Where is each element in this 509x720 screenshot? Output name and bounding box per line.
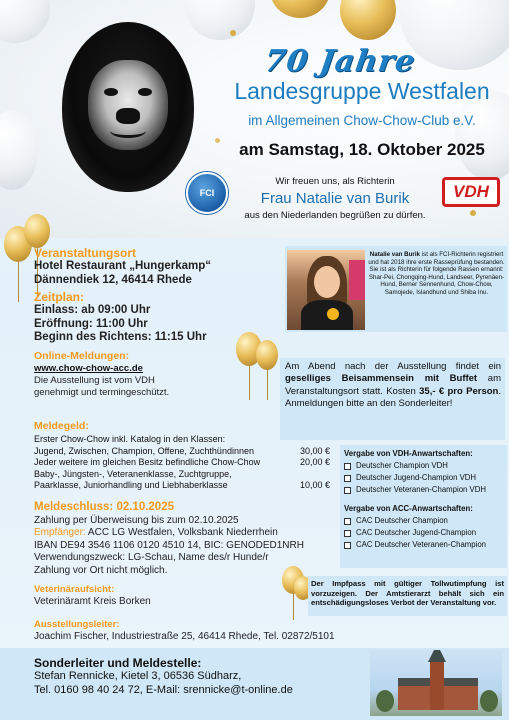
vet-heading: Veterinäraufsicht:: [34, 584, 115, 595]
anniversary-title: 70 Jahre: [262, 44, 418, 79]
footer-heading: Sonderleiter und Meldestelle:: [34, 656, 202, 670]
vet-office: Veterinäramt Kreis Borken: [34, 596, 151, 607]
club-name: im Allgemeinen Chow-Chow-Club e.V.: [248, 113, 476, 128]
iban-line: IBAN DE94 3546 1106 0120 4510 14, BIC: GENODED1NRH: [34, 539, 304, 551]
award-item: CAC Deutscher Champion: [344, 515, 504, 527]
balloon-decoration: [0, 110, 38, 190]
footer-address: Stefan Rennicke, Kietel 3, 06536 Südharz,: [34, 670, 242, 682]
landesgruppe-title: Landesgruppe Westfalen: [234, 78, 490, 104]
judge-bio: [368, 251, 505, 297]
website-link[interactable]: www.chow-chow-acc.de: [34, 363, 143, 374]
checkbox-icon: [344, 487, 351, 494]
online-note: genehmigt und termingeschützt.: [34, 386, 170, 398]
checkbox-icon: [344, 463, 351, 470]
judge-name: Frau Natalie van Burik: [260, 190, 410, 207]
confetti-dot: [230, 30, 236, 36]
deadline-heading: Meldeschluss: 02.10.2025: [34, 501, 174, 513]
online-heading: Online-Meldungen:: [34, 350, 130, 362]
confetti-dot: [470, 210, 476, 216]
balloon-decoration: [270, 0, 330, 18]
balloon-decoration: [185, 0, 255, 40]
schedule-item: Eröffnung: 11:00 Uhr: [34, 317, 148, 330]
evening-price: 35,- € pro Person: [419, 385, 499, 397]
online-section: [34, 350, 264, 398]
acc-awards-heading: Vergabe von ACC-Anwartschaften:: [344, 504, 473, 513]
header-banner: [0, 0, 509, 238]
schedule-item: Einlass: ab 09:00 Uhr: [34, 304, 151, 316]
fee-row: Jugend, Zwischen, Champion, Offene, Zuchthündinnen 30,00 €: [34, 445, 330, 456]
cash-note: Zahlung vor Ort nicht möglich.: [34, 564, 168, 576]
evening-highlight: geselliges Beisammensein mit Buffet: [285, 373, 478, 385]
vdh-logo: VDH: [442, 177, 500, 207]
payment-note: Zahlung per Überweisung bis zum 02.10.2025: [34, 514, 239, 526]
bio-name: Natalie van Burik: [369, 251, 420, 258]
venue-address: Dännendiek 12, 46414 Rhede: [34, 273, 192, 286]
fee-row: Erster Chow-Chow inkl. Katalog in den Klassen:: [34, 434, 226, 444]
fees-heading: Meldegeld:: [34, 420, 89, 432]
dog-eye: [104, 88, 118, 96]
footer-contact: [34, 656, 334, 697]
judge-intro: Wir freuen uns, als Richterin: [275, 176, 395, 187]
vet-section: [34, 584, 284, 609]
supervisor-contact: Joachim Fischer, Industriestraße 25, 46414 Rhede, Tel. 02872/5101: [34, 631, 335, 642]
evening-text-part: . Anmeldungen bitte an den Sonderleiter!: [285, 385, 501, 410]
bio-breeds: Sie ist als Richterin für folgende Rassen ernannt: Shar-Pei, Chongqing-Hund, Landseer, Pyrenäen-Hund, Berner Sennenhund, Chow-Chow, Samojede, Islandhund und Shiba Inu.: [368, 266, 505, 296]
fee-row: Paarklasse, Juniorhandling und Liebhaberklasse 10,00 €: [34, 480, 330, 490]
award-item: Deutscher Champion VDH: [344, 460, 504, 472]
fee-row: Jeder weitere im gleichen Besitz befindliche Chow-Chow 20,00 €: [34, 457, 330, 467]
checkbox-icon: [344, 542, 351, 549]
fees-table: [34, 434, 330, 492]
vaccination-note: Der Impfpass mit gültiger Tollwutimpfung ist vorzuzeigen. Der Amtstierarzt behält sich ein entschädigungsloses Verbot der Veranstaltung vor.: [311, 579, 504, 608]
evening-text-part: Am Abend nach der Ausstellung findet ein: [285, 361, 501, 372]
supervisor-section: [34, 619, 374, 644]
church-photo: [370, 650, 502, 716]
deadline-section: [34, 501, 334, 577]
balloon-string: [18, 262, 19, 302]
fee-row: Baby-, Jüngsten-, Veteranenklasse, Zuchtgruppe,: [34, 468, 232, 479]
checkbox-icon: [344, 475, 351, 482]
award-item: Deutscher Jugend-Champion VDH: [344, 472, 504, 484]
balloon-decoration: [0, 0, 50, 43]
supervisor-heading: Ausstellungsleiter:: [34, 619, 120, 630]
dog-eye: [138, 88, 152, 96]
judge-greeting: aus den Niederlanden begrüßen zu dürfen.: [244, 210, 426, 221]
venue-name: Hotel Restaurant „Hungerkamp“: [34, 260, 212, 272]
award-item: CAC Deutscher Jugend-Champion: [344, 527, 504, 539]
judge-photo: [287, 250, 365, 330]
fci-logo: FCI: [186, 172, 228, 214]
checkbox-icon: [344, 518, 351, 525]
award-item: CAC Deutscher Veteranen-Champion: [344, 539, 504, 551]
checkbox-icon: [344, 530, 351, 537]
schedule-heading: Zeitplan:: [34, 290, 84, 304]
awards-list: [344, 449, 504, 551]
vdh-awards-heading: Vergabe von VDH-Anwartschaften:: [344, 449, 473, 458]
venue-heading: Veranstaltungsort: [34, 246, 137, 260]
bio-text: ist als FCI-Richterin registriert und hat 2018 ihre erste Rasseprüfung bestanden.: [368, 251, 505, 266]
balloon-string: [293, 594, 294, 620]
balloon-decoration: [340, 0, 396, 40]
schedule-section: [34, 290, 274, 345]
event-date: am Samstag, 18. Oktober 2025: [239, 140, 485, 159]
evening-text-part: am Veranstaltungsort statt. Kosten: [285, 373, 501, 397]
evening-text: [285, 361, 501, 411]
footer-phone-email: Tel. 0160 98 40 24 72, E-Mail: srennicke@t-online.de: [34, 683, 293, 696]
recipient-line: Empfänger: ACC LG Westfalen, Volksbank Niederrhein: [34, 527, 278, 538]
balloon-string: [267, 370, 268, 400]
confetti-dot: [215, 138, 220, 143]
award-item: Deutscher Veteranen-Champion VDH: [344, 484, 504, 496]
online-note: Die Ausstellung ist vom VDH: [34, 375, 155, 386]
dog-mouth: [110, 124, 146, 138]
purpose-line: Verwendungszweck: LG-Schau, Name des/r Hunde/r: [34, 552, 269, 563]
schedule-item: Beginn des Richtens: 11:15 Uhr: [34, 331, 207, 343]
gold-balloon: [24, 214, 50, 248]
dog-nose: [116, 108, 140, 124]
venue-section: [34, 246, 274, 287]
